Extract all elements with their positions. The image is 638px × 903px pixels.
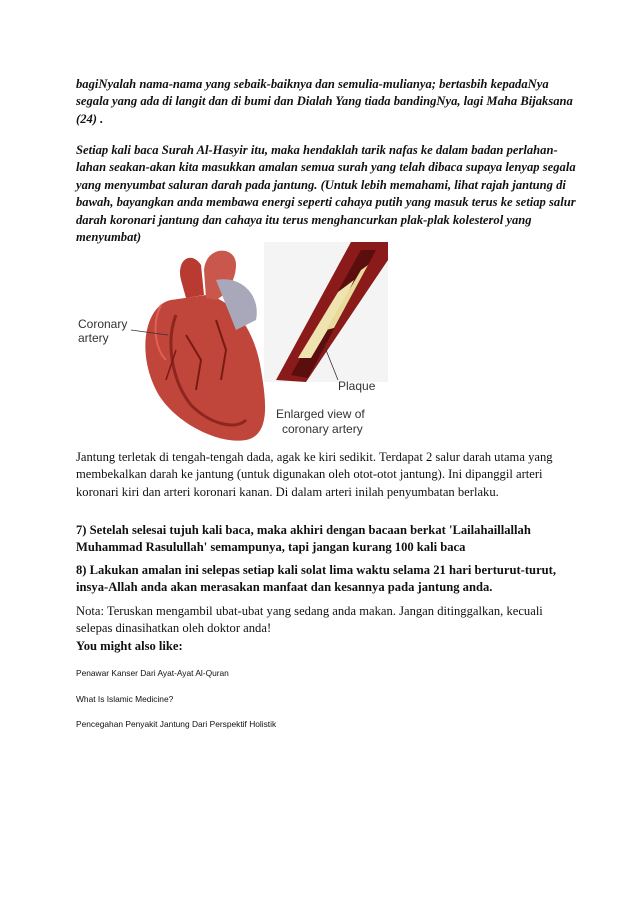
related-link-jantung[interactable]: Pencegahan Penyakit Jantung Dari Perspektif Holistik bbox=[76, 719, 277, 729]
paragraph-note bbox=[76, 603, 576, 655]
related-link-kanser[interactable]: Penawar Kanser Dari Ayat-Ayat Al-Quran bbox=[76, 668, 229, 678]
label-enlarged: Enlarged view of bbox=[276, 407, 365, 421]
label-coronary: Coronary bbox=[78, 317, 128, 331]
enlarged-view bbox=[264, 242, 388, 382]
paragraph-step-8: 8) Lakukan amalan ini selepas setiap kali solat lima waktu selama 21 hari berturut-turut, insya-Allah anda akan merasakan manfaat dan kesannya pada jantung anda. bbox=[76, 563, 557, 595]
heart-illustration bbox=[145, 251, 265, 441]
paragraph-verse: bagiNyalah nama-nama yang sebaik-baiknya dan semulia-mulianya; bertasbih kepadaNya segala yang ada di langit dan di bumi dan Dialah Yang tiada bandingNya, lagi Maha Bijaksana (24) . bbox=[76, 77, 573, 126]
paragraph-instruction: Setiap kali baca Surah Al-Hasyir itu, maka hendaklah tarik nafas ke dalam badan perlahan-lahan seakan-akan kita masukkan amalan semua surah yang telah dibaca supaya lenyap segala yang menyumbat saluran darah pada jantung. (Untuk lebih memahami, lihat rajah jantung di bawah, bayangkan anda membawa energi seperti cahaya putih yang masuk terus ke setiap salur darah koronari jantung dan cahaya itu terus menghancurkan plak-plak kolesterol yang menyumbat) bbox=[76, 143, 576, 245]
label-plaque: Plaque bbox=[338, 379, 376, 393]
related-link-islamic-medicine[interactable]: What Is Islamic Medicine? bbox=[76, 694, 174, 704]
paragraph-step-7: 7) Setelah selesai tujuh kali baca, maka akhiri dengan bacaan berkat 'Lailahaillallah Muhammad Rasulullah' semampunya, tapi jangan kurang 100 kali baca bbox=[76, 523, 531, 555]
coronary-artery-figure bbox=[76, 240, 396, 445]
paragraph-heart-location: Jantung terletak di tengah-tengah dada, agak ke kiri sedikit. Terdapat 2 salur darah utama yang membekalkan darah ke jantung (untuk digunakan oleh otot-otot jantung). Ini dipanggil arteri koronari kiri dan arteri koronari kanan. Di dalam arteri inilah penyumbatan berlaku. bbox=[76, 450, 553, 499]
label-artery-2: artery bbox=[78, 331, 109, 345]
label-coronary-artery: coronary artery bbox=[282, 422, 363, 436]
you-might-also-like-heading: You might also like: bbox=[76, 638, 183, 653]
note-text: Nota: Teruskan mengambil ubat-ubat yang sedang anda makan. Jangan ditinggalkan, kecuali selepas dinasihatkan oleh doktor anda! bbox=[76, 604, 543, 636]
